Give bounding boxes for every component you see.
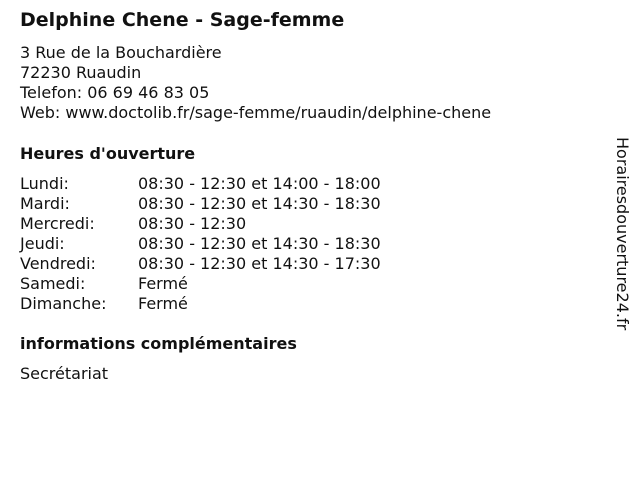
hours-row-tuesday <box>20 194 381 214</box>
site-watermark: Horairesdouverture24.fr <box>613 137 632 331</box>
time-value: 08:30 - 12:30 et 14:00 - 18:00 <box>138 174 381 193</box>
day-label: Vendredi: <box>20 254 96 273</box>
hours-row-friday <box>20 254 381 274</box>
time-value: 08:30 - 12:30 <box>138 214 247 233</box>
opening-hours-table <box>20 174 381 314</box>
additional-info-heading: informations complémentaires <box>20 334 297 353</box>
additional-info-text: Secrétariat <box>20 364 109 383</box>
phone-line: Telefon: 06 69 46 83 05 <box>20 83 210 102</box>
contact-block <box>20 43 491 123</box>
time-value: Fermé <box>138 294 188 313</box>
opening-hours-heading: Heures d'ouverture <box>20 144 196 163</box>
page-title: Delphine Chene - Sage-femme <box>20 9 345 31</box>
day-label: Samedi: <box>20 274 86 293</box>
day-label: Lundi: <box>20 174 69 193</box>
day-label: Jeudi: <box>20 234 65 253</box>
time-value: 08:30 - 12:30 et 14:30 - 18:30 <box>138 194 381 213</box>
time-value: Fermé <box>138 274 188 293</box>
address-street: 3 Rue de la Bouchardière <box>20 43 222 62</box>
hours-row-saturday <box>20 274 381 294</box>
time-value: 08:30 - 12:30 et 14:30 - 17:30 <box>138 254 381 273</box>
time-value: 08:30 - 12:30 et 14:30 - 18:30 <box>138 234 381 253</box>
web-line: Web: www.doctolib.fr/sage-femme/ruaudin/delphine-chene <box>20 103 492 122</box>
hours-row-wednesday <box>20 214 381 234</box>
address-city: 72230 Ruaudin <box>20 63 142 82</box>
hours-row-monday <box>20 174 381 194</box>
day-label: Dimanche: <box>20 294 107 313</box>
hours-row-thursday <box>20 234 381 254</box>
day-label: Mardi: <box>20 194 70 213</box>
day-label: Mercredi: <box>20 214 95 233</box>
hours-row-sunday <box>20 294 381 314</box>
